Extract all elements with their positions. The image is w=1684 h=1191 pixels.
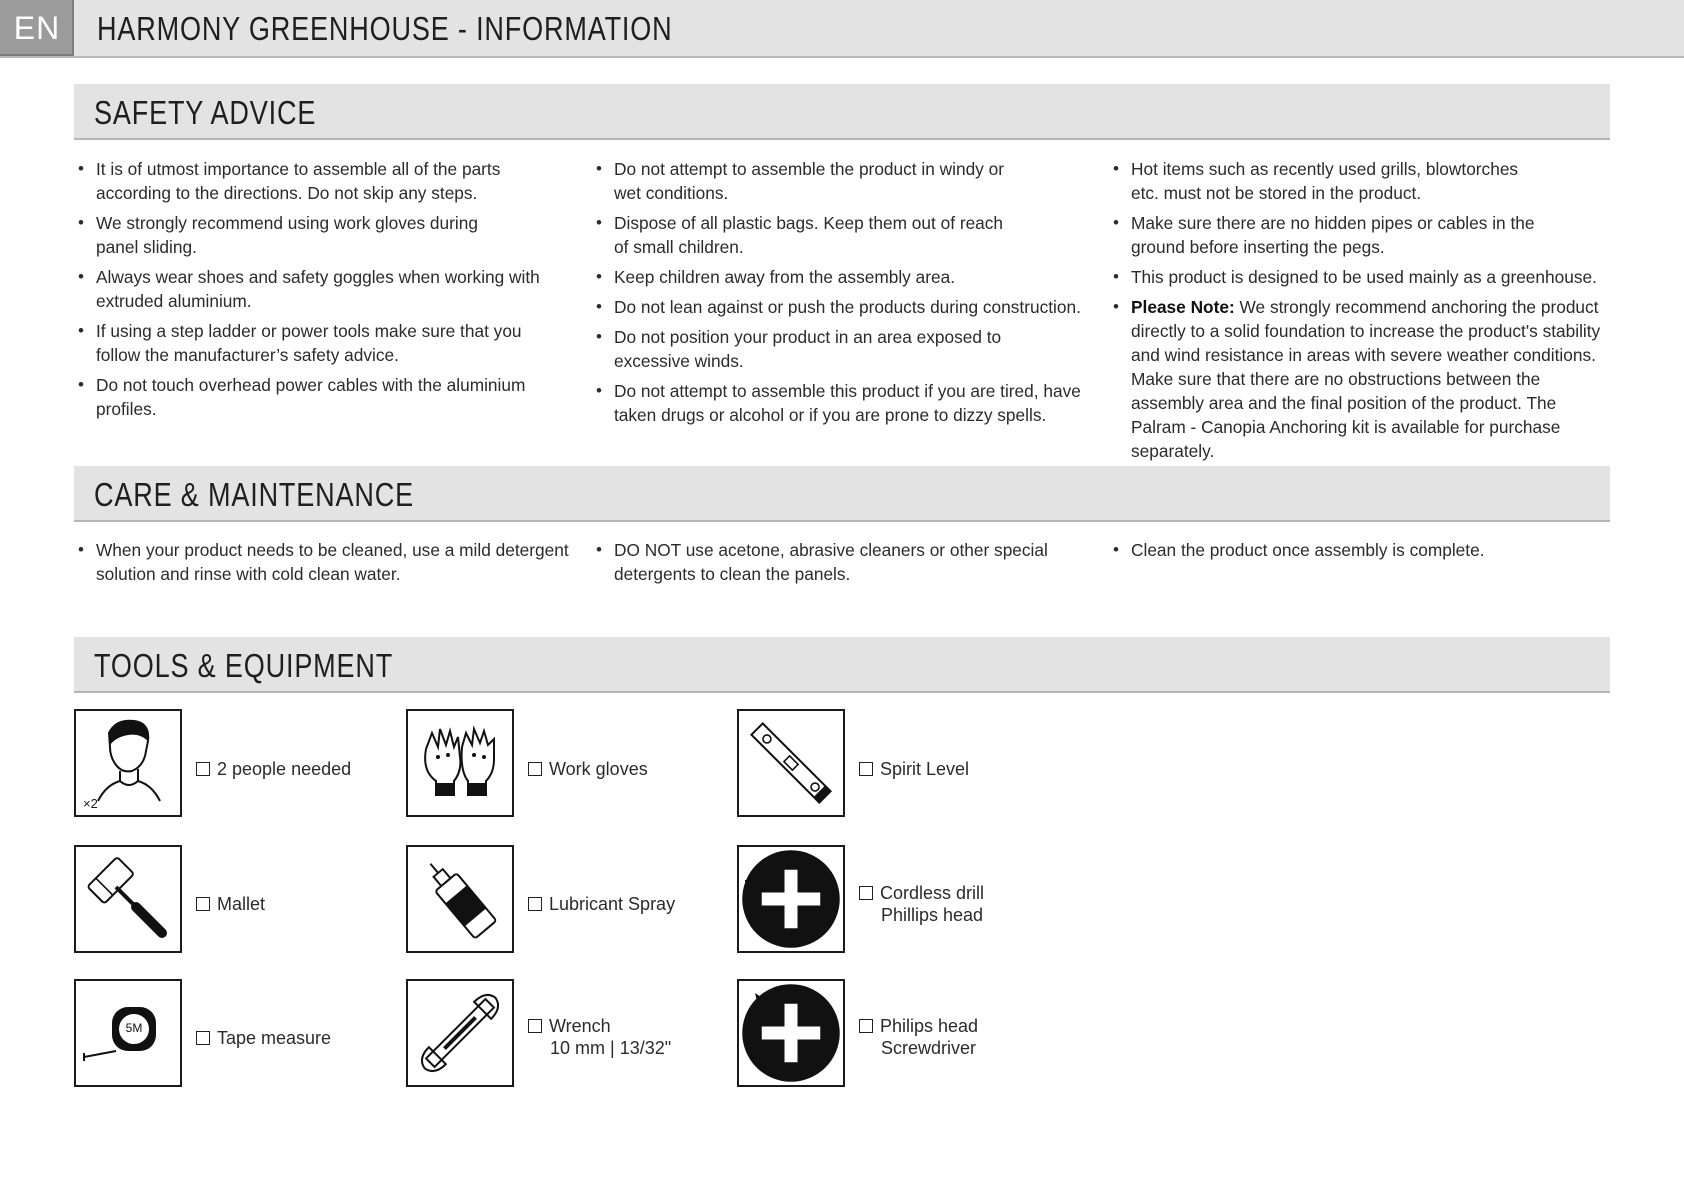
tools-section-title: TOOLS & EQUIPMENT bbox=[94, 647, 394, 684]
tape-size-badge: 5M bbox=[125, 1021, 143, 1035]
list-item: • Do not attempt to assemble this product if you are tired, have taken drugs or alcohol or if you are prone to dizzy spells. bbox=[592, 379, 1082, 427]
list-item: • Always wear shoes and safety goggles when working with extruded aluminium. bbox=[74, 265, 574, 313]
drill-label: Cordless drill Phillips head bbox=[859, 882, 984, 926]
care-section-title: CARE & MAINTENANCE bbox=[94, 476, 414, 513]
list-item: • Make sure there are no hidden pipes or cables in the ground before inserting the pegs. bbox=[1109, 211, 1609, 259]
plus-icon bbox=[739, 981, 843, 1085]
plus-icon bbox=[739, 847, 843, 951]
list-item: • Clean the product once assembly is complete. bbox=[1109, 538, 1609, 562]
top-bar bbox=[0, 0, 1684, 58]
drill-tool-box bbox=[737, 845, 845, 953]
gloves-tool-box bbox=[406, 709, 514, 817]
list-item bbox=[1109, 295, 1609, 463]
list-item: • When your product needs to be cleaned, use a mild detergent solution and rinse with cold clean water. bbox=[74, 538, 574, 586]
wrench-icon bbox=[408, 981, 512, 1085]
safety-section-title: SAFETY ADVICE bbox=[94, 94, 317, 131]
drill-label-line2: Phillips head bbox=[881, 905, 984, 925]
checkbox[interactable] bbox=[196, 897, 210, 911]
level-tool-box bbox=[737, 709, 845, 817]
safety-column-3 bbox=[1109, 157, 1609, 469]
list-item: • Keep children away from the assembly area. bbox=[592, 265, 1082, 289]
language-badge: EN bbox=[0, 0, 74, 56]
list-item: • DO NOT use acetone, abrasive cleaners or other special detergents to clean the panels. bbox=[592, 538, 1082, 586]
mallet-icon bbox=[76, 847, 180, 951]
safety-column-2 bbox=[592, 157, 1082, 433]
care-column-1 bbox=[74, 538, 574, 592]
checkbox[interactable] bbox=[528, 762, 542, 776]
screwdriver-tool-box bbox=[737, 979, 845, 1087]
list-item: • Do not lean against or push the products during construction. bbox=[592, 295, 1082, 319]
work-gloves-icon bbox=[408, 711, 512, 815]
checkbox[interactable] bbox=[196, 762, 210, 776]
list-item: • It is of utmost importance to assemble all of the parts according to the directions. Do not skip any steps. bbox=[74, 157, 574, 205]
list-item: • Do not attempt to assemble the product in windy or wet conditions. bbox=[592, 157, 1082, 205]
spray-label: Lubricant Spray bbox=[528, 893, 675, 915]
list-item: • Do not position your product in an area exposed to excessive winds. bbox=[592, 325, 1082, 373]
note-label: Please Note: bbox=[1131, 297, 1235, 317]
checkbox[interactable] bbox=[528, 1019, 542, 1033]
list-item: • If using a step ladder or power tools make sure that you follow the manufacturer’s safety advice. bbox=[74, 319, 574, 367]
checkbox[interactable] bbox=[859, 886, 873, 900]
level-label: Spirit Level bbox=[859, 758, 969, 780]
wrench-tool-box bbox=[406, 979, 514, 1087]
checkbox[interactable] bbox=[196, 1031, 210, 1045]
screwdriver-label: Philips head Screwdriver bbox=[859, 1015, 978, 1059]
safety-section-header bbox=[74, 84, 1610, 140]
lubricant-spray-icon bbox=[408, 847, 512, 951]
people-label: 2 people needed bbox=[196, 758, 351, 780]
spirit-level-icon bbox=[739, 711, 843, 815]
tools-section-header bbox=[74, 637, 1610, 693]
wrench-label-line2: 10 mm | 13/32" bbox=[550, 1038, 672, 1058]
gloves-label: Work gloves bbox=[528, 758, 648, 780]
list-item: • Hot items such as recently used grills, blowtorches etc. must not be stored in the product. bbox=[1109, 157, 1609, 205]
care-column-2 bbox=[592, 538, 1082, 592]
checkbox[interactable] bbox=[859, 1019, 873, 1033]
checkbox[interactable] bbox=[528, 897, 542, 911]
people-count-badge: ×2 bbox=[83, 796, 98, 811]
document-title: HARMONY GREENHOUSE - INFORMATION bbox=[97, 10, 673, 47]
list-item: • We strongly recommend using work gloves during panel sliding. bbox=[74, 211, 574, 259]
screwdriver-label-line2: Screwdriver bbox=[881, 1038, 977, 1058]
tape-tool-box bbox=[74, 979, 182, 1087]
spray-tool-box bbox=[406, 845, 514, 953]
care-section-header bbox=[74, 466, 1610, 522]
list-item: • This product is designed to be used mainly as a greenhouse. bbox=[1109, 265, 1609, 289]
people-tool-box bbox=[74, 709, 182, 817]
list-item: • Dispose of all plastic bags. Keep them out of reach of small children. bbox=[592, 211, 1082, 259]
list-item: • Do not touch overhead power cables with the aluminium profiles. bbox=[74, 373, 574, 421]
note-text: We strongly recommend anchoring the product directly to a solid foundation to increase the product's stability and wind resistance in areas with severe weather conditions. Make sure that there are no obstructions between the assembly area and the final position of the product. The Palram - Canopia Anchoring kit is available for purchase separately. bbox=[1131, 297, 1601, 461]
safety-column-1 bbox=[74, 157, 574, 427]
mallet-tool-box bbox=[74, 845, 182, 953]
tape-label: Tape measure bbox=[196, 1027, 331, 1049]
wrench-label: Wrench 10 mm | 13/32" bbox=[528, 1015, 671, 1059]
care-column-3 bbox=[1109, 538, 1609, 568]
checkbox[interactable] bbox=[859, 762, 873, 776]
mallet-label: Mallet bbox=[196, 893, 265, 915]
